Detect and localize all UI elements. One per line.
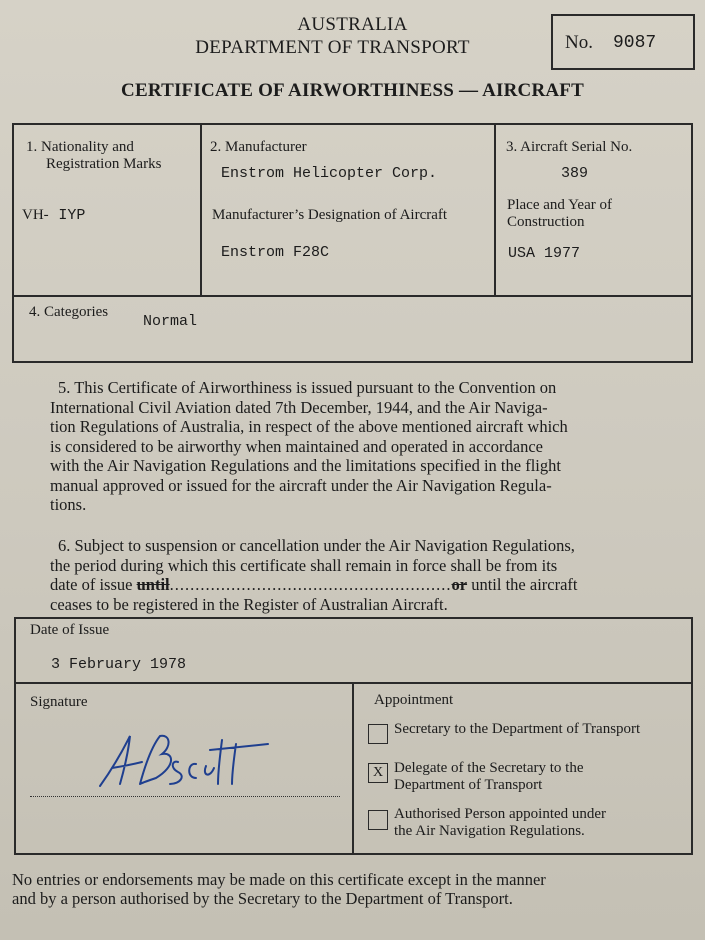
nationality-label-line2: Registration Marks: [46, 156, 162, 172]
paragraph-5-line: is considered to be airworthy when maintained and operated in accordance: [50, 436, 543, 456]
place-year-label-line2: Construction: [507, 214, 585, 230]
certificate-number-label: No.: [565, 32, 593, 53]
date-of-issue-label: Date of Issue: [30, 622, 110, 638]
paragraph-6: [50, 536, 696, 614]
date-of-issue-value: 3 February 1978: [51, 656, 187, 673]
struck-or: or: [451, 575, 468, 594]
footer-line: No entries or endorsements may be made on this certificate except in the manner: [12, 870, 546, 889]
place-year-value: USA 1977: [508, 245, 581, 262]
certificate-number-box: [551, 14, 695, 70]
paragraph-5-line: manual approved or issued for the aircraft under the Air Navigation Regula-: [50, 475, 552, 495]
appointment-option-authorised: [394, 806, 606, 840]
details-box-bottom-rule: [12, 361, 693, 363]
appointment-label: Appointment: [374, 692, 454, 708]
appointment-option-line: Delegate of the Secretary to the: [394, 760, 584, 776]
place-year-label: [507, 197, 612, 231]
serial-value: 389: [561, 165, 589, 182]
signature-line: [30, 796, 340, 797]
signature-divider: [352, 682, 354, 855]
signature-label: Signature: [30, 694, 88, 710]
appointment-option-line: Authorised Person appointed under: [394, 806, 607, 822]
paragraph-5-line: tions.: [50, 495, 87, 514]
appointment-checkbox-authorised[interactable]: [368, 810, 388, 830]
nationality-label-line1: 1. Nationality and: [26, 139, 134, 155]
nationality-label: [26, 139, 161, 173]
until-aircraft-text: until the aircraft: [471, 575, 578, 594]
appointment-option-delegate: [394, 760, 584, 794]
categories-label: 4. Categories: [29, 304, 109, 320]
handwritten-signature: [90, 722, 280, 802]
struck-until: until: [136, 575, 170, 594]
paragraph-5: [50, 378, 696, 515]
categories-value: Normal: [143, 313, 198, 330]
date-of-issue-text: date of issue: [50, 575, 133, 594]
certificate-title: CERTIFICATE OF AIRWORTHINESS — AIRCRAFT: [121, 80, 584, 101]
column-divider-1: [200, 123, 202, 296]
appointment-option-line: Secretary to the Department of Transport: [394, 721, 641, 737]
manufacturer-value: Enstrom Helicopter Corp.: [221, 165, 438, 182]
manufacturer-label: 2. Manufacturer: [210, 139, 307, 155]
place-year-label-line1: Place and Year of: [507, 197, 612, 213]
paragraph-5-line: with the Air Navigation Regulations and the limitations specified in the flight: [50, 456, 561, 475]
header-department: DEPARTMENT OF TRANSPORT: [195, 37, 470, 58]
header-country: AUSTRALIA: [297, 14, 408, 35]
registration-marks: [22, 207, 85, 224]
paragraph-6-line: the period during which this certificate shall remain in force shall be from its: [50, 555, 558, 575]
column-divider-2: [494, 123, 496, 296]
certificate-number-value: 9087: [613, 33, 657, 53]
appointment-option-line: Department of Transport: [394, 777, 543, 793]
appointment-checkbox-delegate[interactable]: X: [368, 763, 388, 783]
designation-value: Enstrom F28C: [221, 244, 330, 261]
categories-divider: [12, 295, 693, 297]
paragraph-5-line: tion Regulations of Australia, in respect of the above mentioned aircraft which: [50, 417, 568, 436]
footer-line: and by a person authorised by the Secretary to the Department of Transport.: [12, 889, 513, 908]
appointment-option-line: the Air Navigation Regulations.: [394, 823, 585, 839]
appointment-option-secretary: [394, 721, 640, 738]
registration-prefix: VH-: [22, 207, 49, 223]
serial-label: 3. Aircraft Serial No.: [506, 139, 633, 155]
paragraph-5-line: International Civil Aviation dated 7th December, 1944, and the Air Naviga-: [50, 397, 548, 417]
designation-label: Manufacturer’s Designation of Aircraft: [212, 207, 448, 223]
registration-value: IYP: [58, 207, 86, 224]
appointment-checkbox-secretary[interactable]: [368, 724, 388, 744]
paragraph-6-line: ceases to be registered in the Register of Australian Aircraft.: [50, 594, 448, 614]
paragraph-6-line: date of issue until.......................................................or until the aircraft: [50, 575, 578, 594]
footer-notice: [12, 870, 702, 908]
paragraph-6-line: 6. Subject to suspension or cancellation under the Air Navigation Regulations,: [58, 536, 575, 555]
paragraph-5-line: 5. This Certificate of Airworthiness is issued pursuant to the Convention on: [58, 378, 557, 397]
